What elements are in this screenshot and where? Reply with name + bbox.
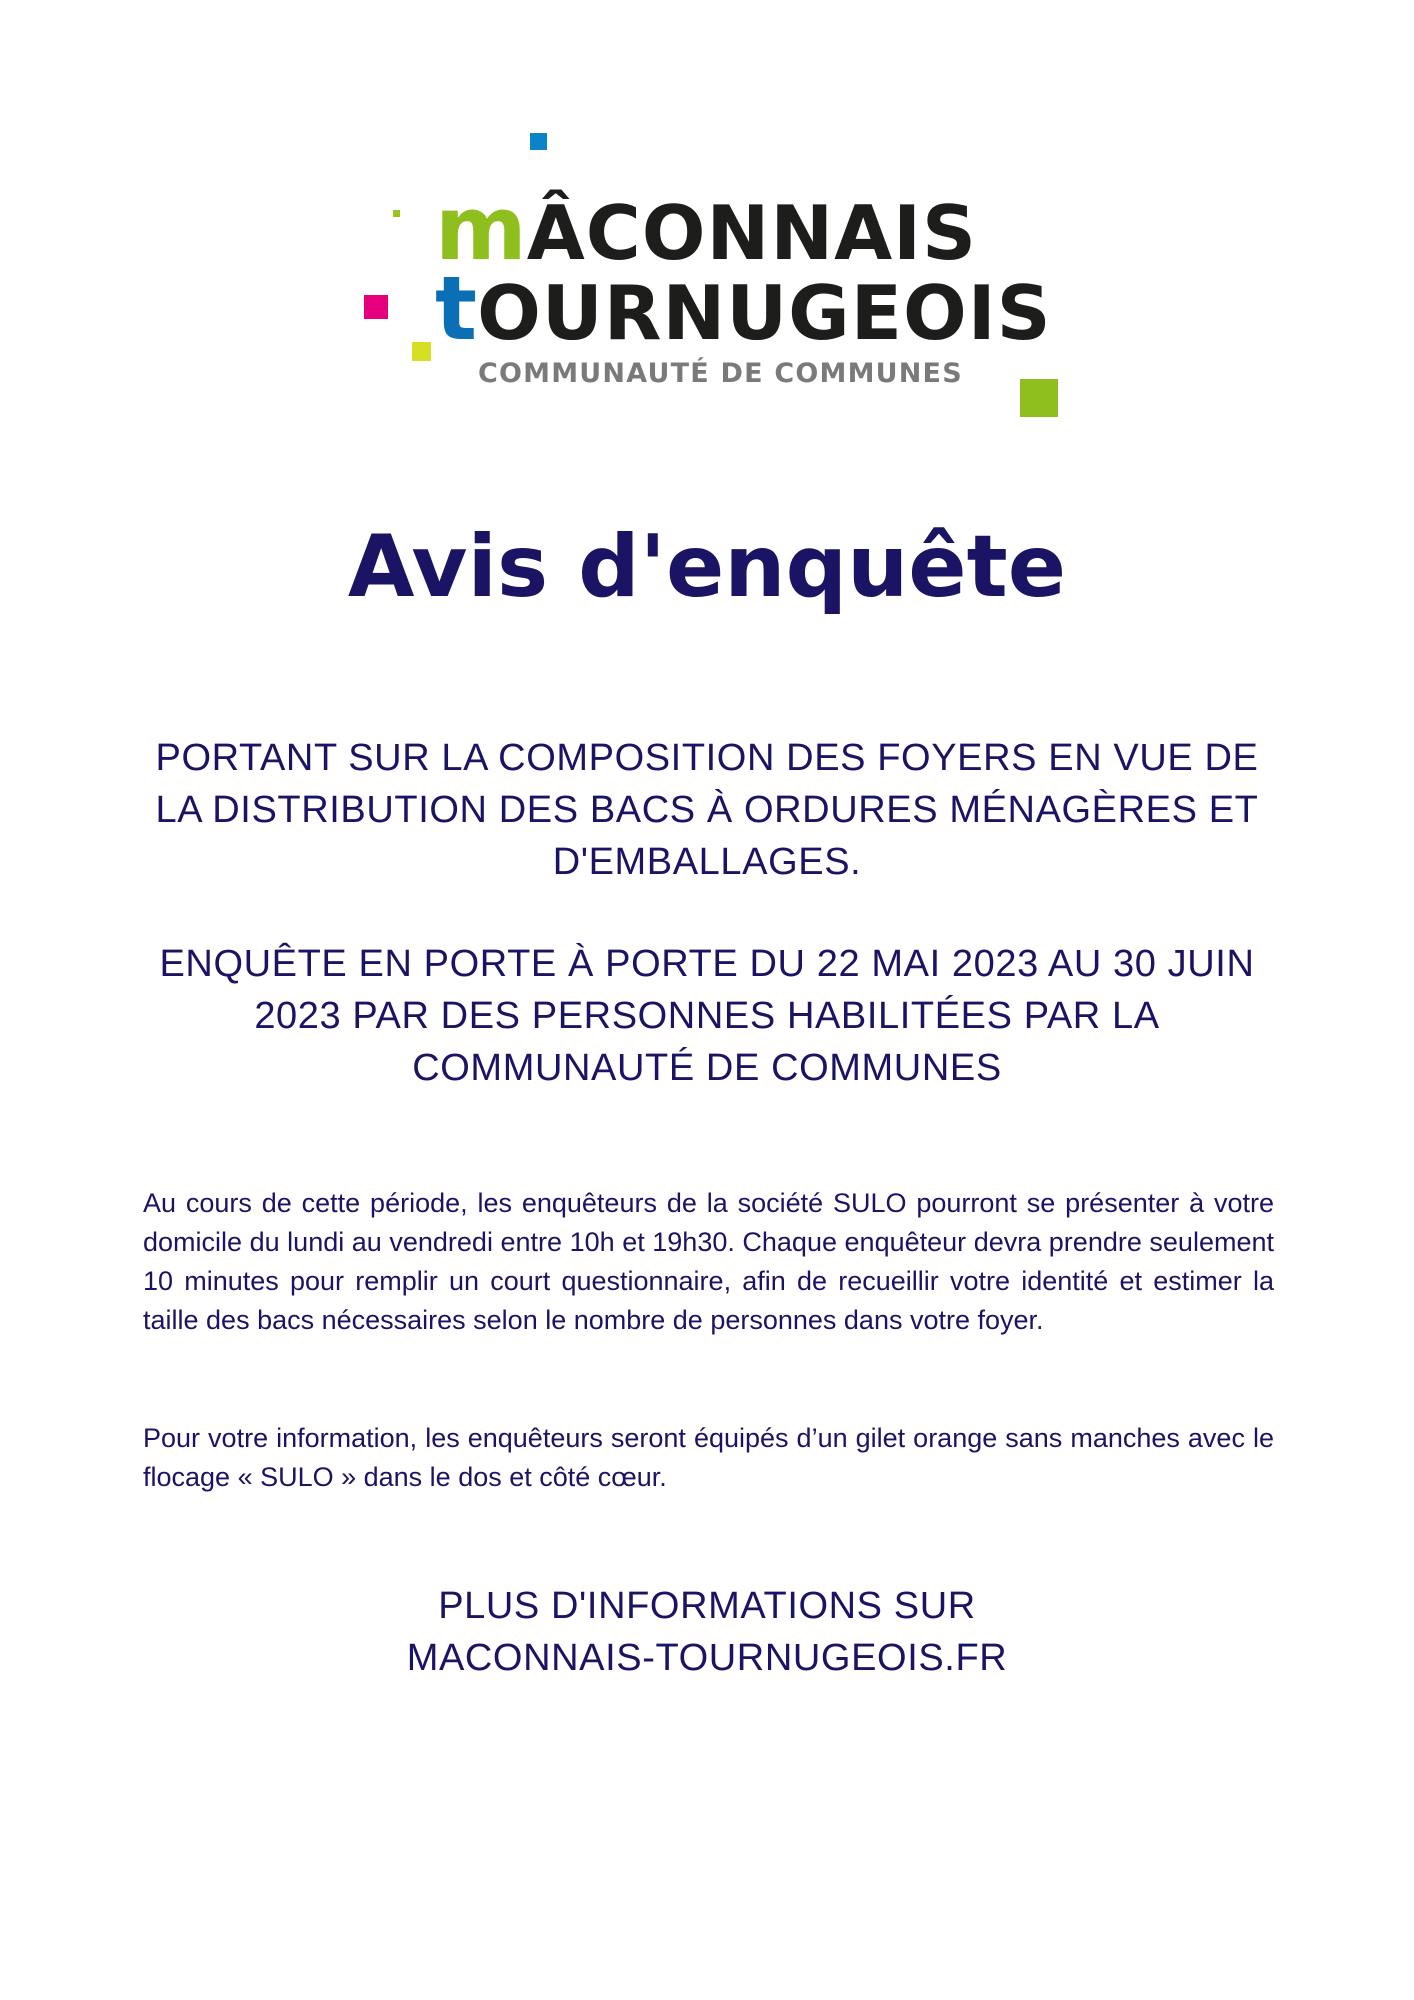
logo-small-green-square [393, 210, 400, 217]
more-info-label: PLUS D'INFORMATIONS SUR [438, 1585, 976, 1627]
logo-line-maconnais [435, 177, 978, 280]
logo-subtitle: COMMUNAUTÉ DE COMMUNES [478, 358, 963, 389]
organization-logo [350, 125, 1080, 430]
logo-pink-square [364, 295, 388, 319]
body-paragraph-2: Pour votre information, les enquêteurs seront équipés d’un gilet orange sans manches avec le flocage « SULO » dans le dos et côté cœur. [143, 1423, 1274, 1492]
logo-word-maconnais: ÂCONNAIS [526, 189, 978, 277]
logo-line-tournugeois [435, 257, 1052, 360]
logo-green-square [1020, 379, 1058, 417]
website-url: MACONNAIS-TOURNUGEOIS.FR [406, 1637, 1008, 1679]
body-paragraph-1: Au cours de cette période, les enquêteurs de la société SULO pourront se présenter à votre domicile du lundi au vendredi entre 10h et 19h30. Chaque enquêteur devra prendre seulement 10 minutes pour remplir un court questionnaire, afin de recueillir votre identité et estimer la taille des bacs nécessaires selon le nombre de personnes dans votre foyer. [143, 1188, 1274, 1335]
more-info-footer [0, 1580, 1414, 1684]
logo-initial-m: m [435, 177, 527, 280]
logo-blue-square [530, 133, 547, 150]
logo-initial-t: t [435, 257, 478, 360]
logo-yellow-square [412, 342, 431, 361]
survey-period: ENQUÊTE EN PORTE À PORTE DU 22 MAI 2023 AU 30 JUIN 2023 PAR DES PERSONNES HABILITÉES PAR LA COMMUNAUTÉ DE COMMUNES [159, 943, 1255, 1089]
page-title: Avis d'enquête [347, 517, 1067, 617]
logo-word-tournugeois: OURNUGEOIS [477, 269, 1052, 357]
survey-subject: PORTANT SUR LA COMPOSITION DES FOYERS EN VUE DE LA DISTRIBUTION DES BACS À ORDURES MÉNAGÈRES ET D'EMBALLAGES. [155, 737, 1259, 883]
